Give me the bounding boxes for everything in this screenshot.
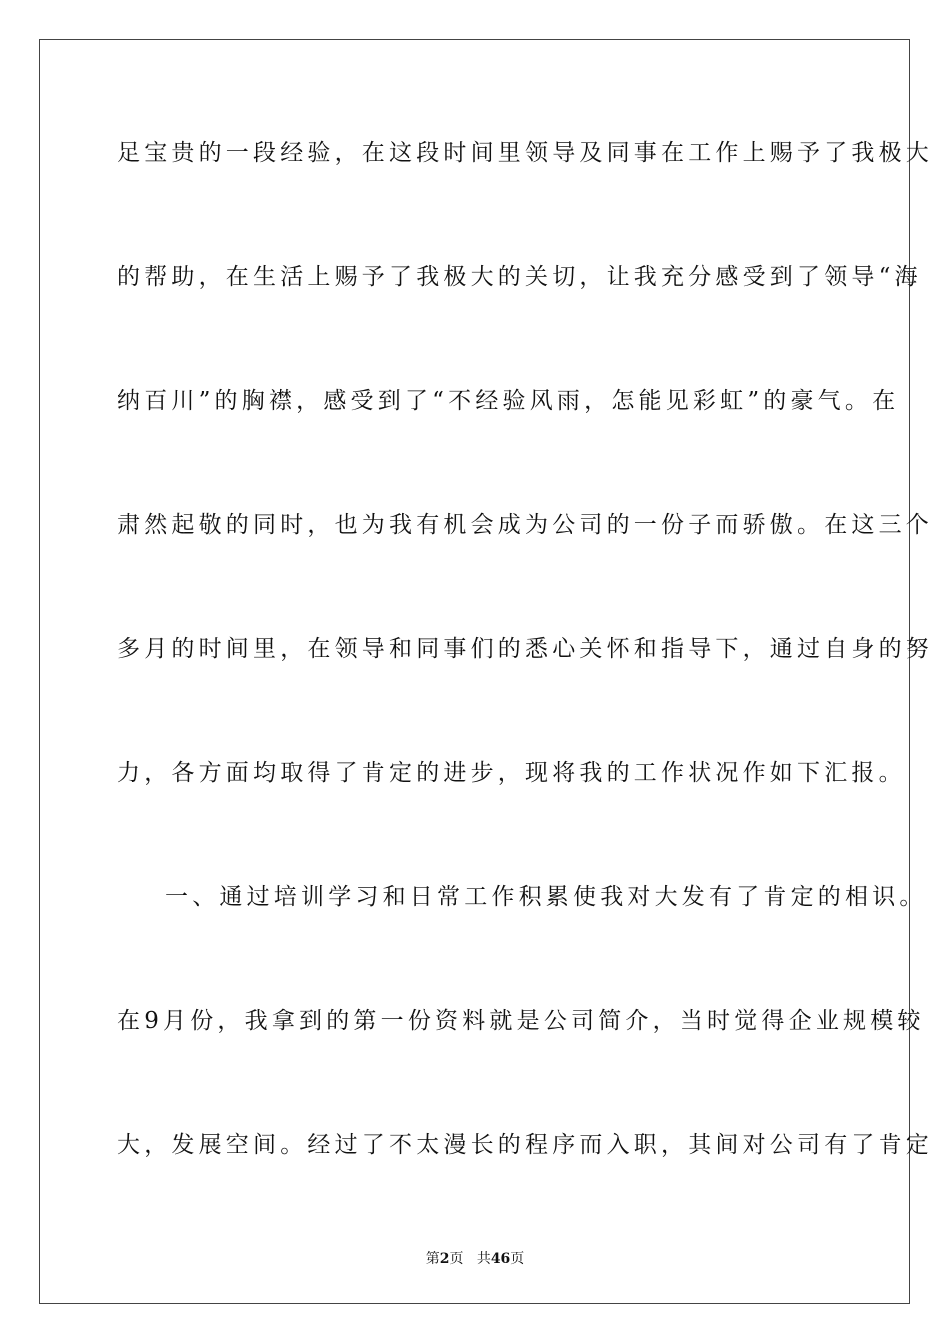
footer-total-suffix: 页 — [510, 1251, 525, 1267]
section-heading-line: 一、通过培训学习和日常工作积累使我对大发有了肯定的相识。 — [165, 884, 927, 910]
body-line-1: 足宝贵的一段经验，在这段时间里领导及同事在工作上赐予了我极大 — [117, 140, 933, 166]
body-line-3: 纳百川”的胸襟，感受到了“不经验风雨，怎能见彩虹”的豪气。在 — [117, 388, 900, 414]
footer-page-number: 2 — [439, 1251, 450, 1267]
page-border — [39, 39, 933, 1304]
footer-total-prefix: 共 — [476, 1251, 491, 1267]
body-line-2: 的帮助，在生活上赐予了我极大的关切，让我充分感受到了领导“海 — [117, 264, 922, 290]
footer-page-suffix: 页 — [449, 1251, 464, 1267]
body-line-5: 多月的时间里，在领导和同事们的悉心关怀和指导下，通过自身的努 — [117, 636, 933, 662]
footer-total-pages: 46 — [490, 1251, 511, 1267]
page-number-footer — [0, 1250, 950, 1268]
body-line-6: 力，各方面均取得了肯定的进步，现将我的工作状况作如下汇报。 — [117, 760, 906, 786]
body-line-9: 大，发展空间。经过了不太漫长的程序而入职，其间对公司有了肯定 — [117, 1132, 933, 1158]
body-line-8: 在9月份，我拿到的第一份资料就是公司简介，当时觉得企业规模较 — [117, 1008, 925, 1034]
footer-prefix: 第 — [425, 1251, 440, 1267]
body-line-4: 肃然起敬的同时，也为我有机会成为公司的一份子而骄傲。在这三个 — [117, 512, 933, 538]
